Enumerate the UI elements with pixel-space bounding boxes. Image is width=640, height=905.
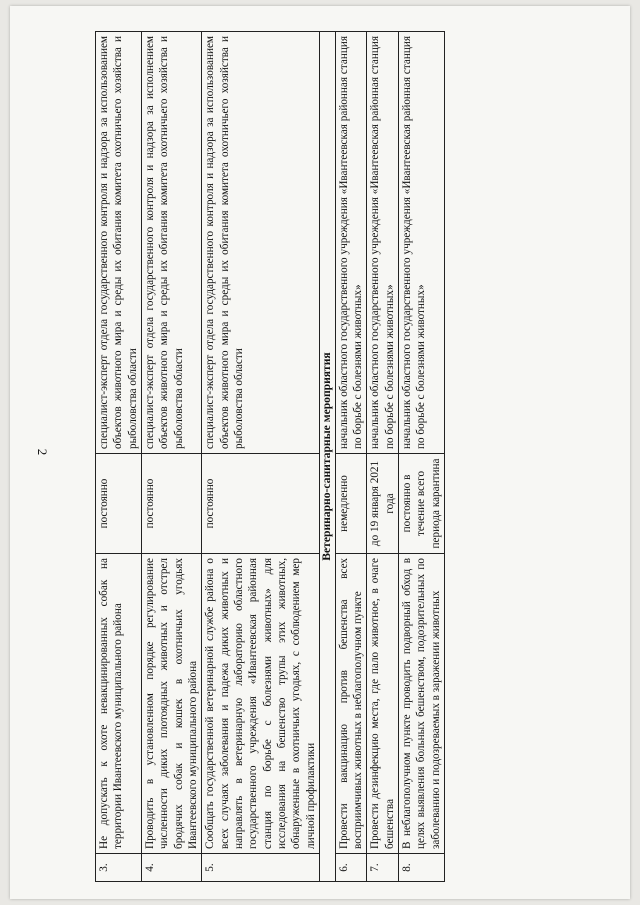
- table-row: [335, 32, 367, 882]
- table-row: [96, 32, 142, 882]
- row-number: 4.: [141, 854, 201, 882]
- table-row: [399, 32, 445, 882]
- row-term: до 19 января 2021 года: [367, 454, 399, 554]
- section-header-row: [319, 32, 335, 882]
- rotated-content: [95, 32, 605, 882]
- table-row: [367, 32, 399, 882]
- row-number: 6.: [335, 854, 367, 882]
- row-responsible: начальник областного государственного учреждения «Ивантеевская районная станция по борьбе с болезнями животных»: [335, 32, 367, 454]
- document-page: [10, 6, 630, 899]
- row-event: Не допускать к охоте невакцинированных собак на территории Ивантеевского муниципального района: [96, 554, 142, 854]
- row-term: немедленно: [335, 454, 367, 554]
- row-responsible: начальник областного государственного учреждения «Ивантеевская районная станция по борьбе с болезнями животных»: [399, 32, 445, 454]
- row-term: постоянно: [141, 454, 201, 554]
- row-responsible: начальник областного государственного учреждения «Ивантеевская районная станция по борьбе с болезнями животных»: [367, 32, 399, 454]
- row-term: постоянно: [96, 454, 142, 554]
- measures-table: [95, 31, 445, 882]
- row-term: постоянно: [202, 454, 320, 554]
- row-number: 3.: [96, 854, 142, 882]
- row-event: Проводить в установленном порядке регулирование численности диких плотоядных животных и отстрел бродячих собак и кошек в охотничьих угодьях Ивантеевского муниципального района: [141, 554, 201, 854]
- row-event: Провести вакцинацию против бешенства всех восприимчивых животных в неблагополучном пункте: [335, 554, 367, 854]
- row-term: постоянно в течение всего периода карантина: [399, 454, 445, 554]
- row-event: Сообщать государственной ветеринарной службе района о всех случаях заболевания и падежа диких животных и направлять в ветеринарную лабораторию областного государственного учреждения «Ивантеевская районная станция по борьбе с болезнями животных» для исследования на бешенство трупы этих животных, обнаруженные в охотничьих угодьях, с соблюдением мер личной профилактики: [202, 554, 320, 854]
- table-row: [202, 32, 320, 882]
- row-responsible: специалист-эксперт отдела государственного контроля и надзора за исполнением объектов животного мира и среды их обитания комитета охотничьего хозяйства и рыболовства области: [141, 32, 201, 454]
- page-number: 2: [35, 448, 50, 456]
- table-row: [141, 32, 201, 882]
- row-event: Провести дезинфекцию места, где пало животное, в очаге бешенства: [367, 554, 399, 854]
- row-number: 5.: [202, 854, 320, 882]
- row-responsible: специалист-эксперт отдела государственного контроля и надзора за использованием объектов животного мира и среды их обитания комитета охотничьего хозяйства и рыболовства области: [202, 32, 320, 454]
- row-event: В неблагополучном пункте проводить подворный обход в целях выявления больных бешенством, подозрительных по заболеванию и подозреваемых в заражении животных: [399, 554, 445, 854]
- section-title: Ветеринарно-санитарные мероприятия: [319, 32, 335, 882]
- row-number: 8.: [399, 854, 445, 882]
- row-number: 7.: [367, 854, 399, 882]
- row-responsible: специалист-эксперт отдела государственного контроля и надзора за использованием объектов животного мира и среды их обитания комитета охотничьего хозяйства и рыболовства области: [96, 32, 142, 454]
